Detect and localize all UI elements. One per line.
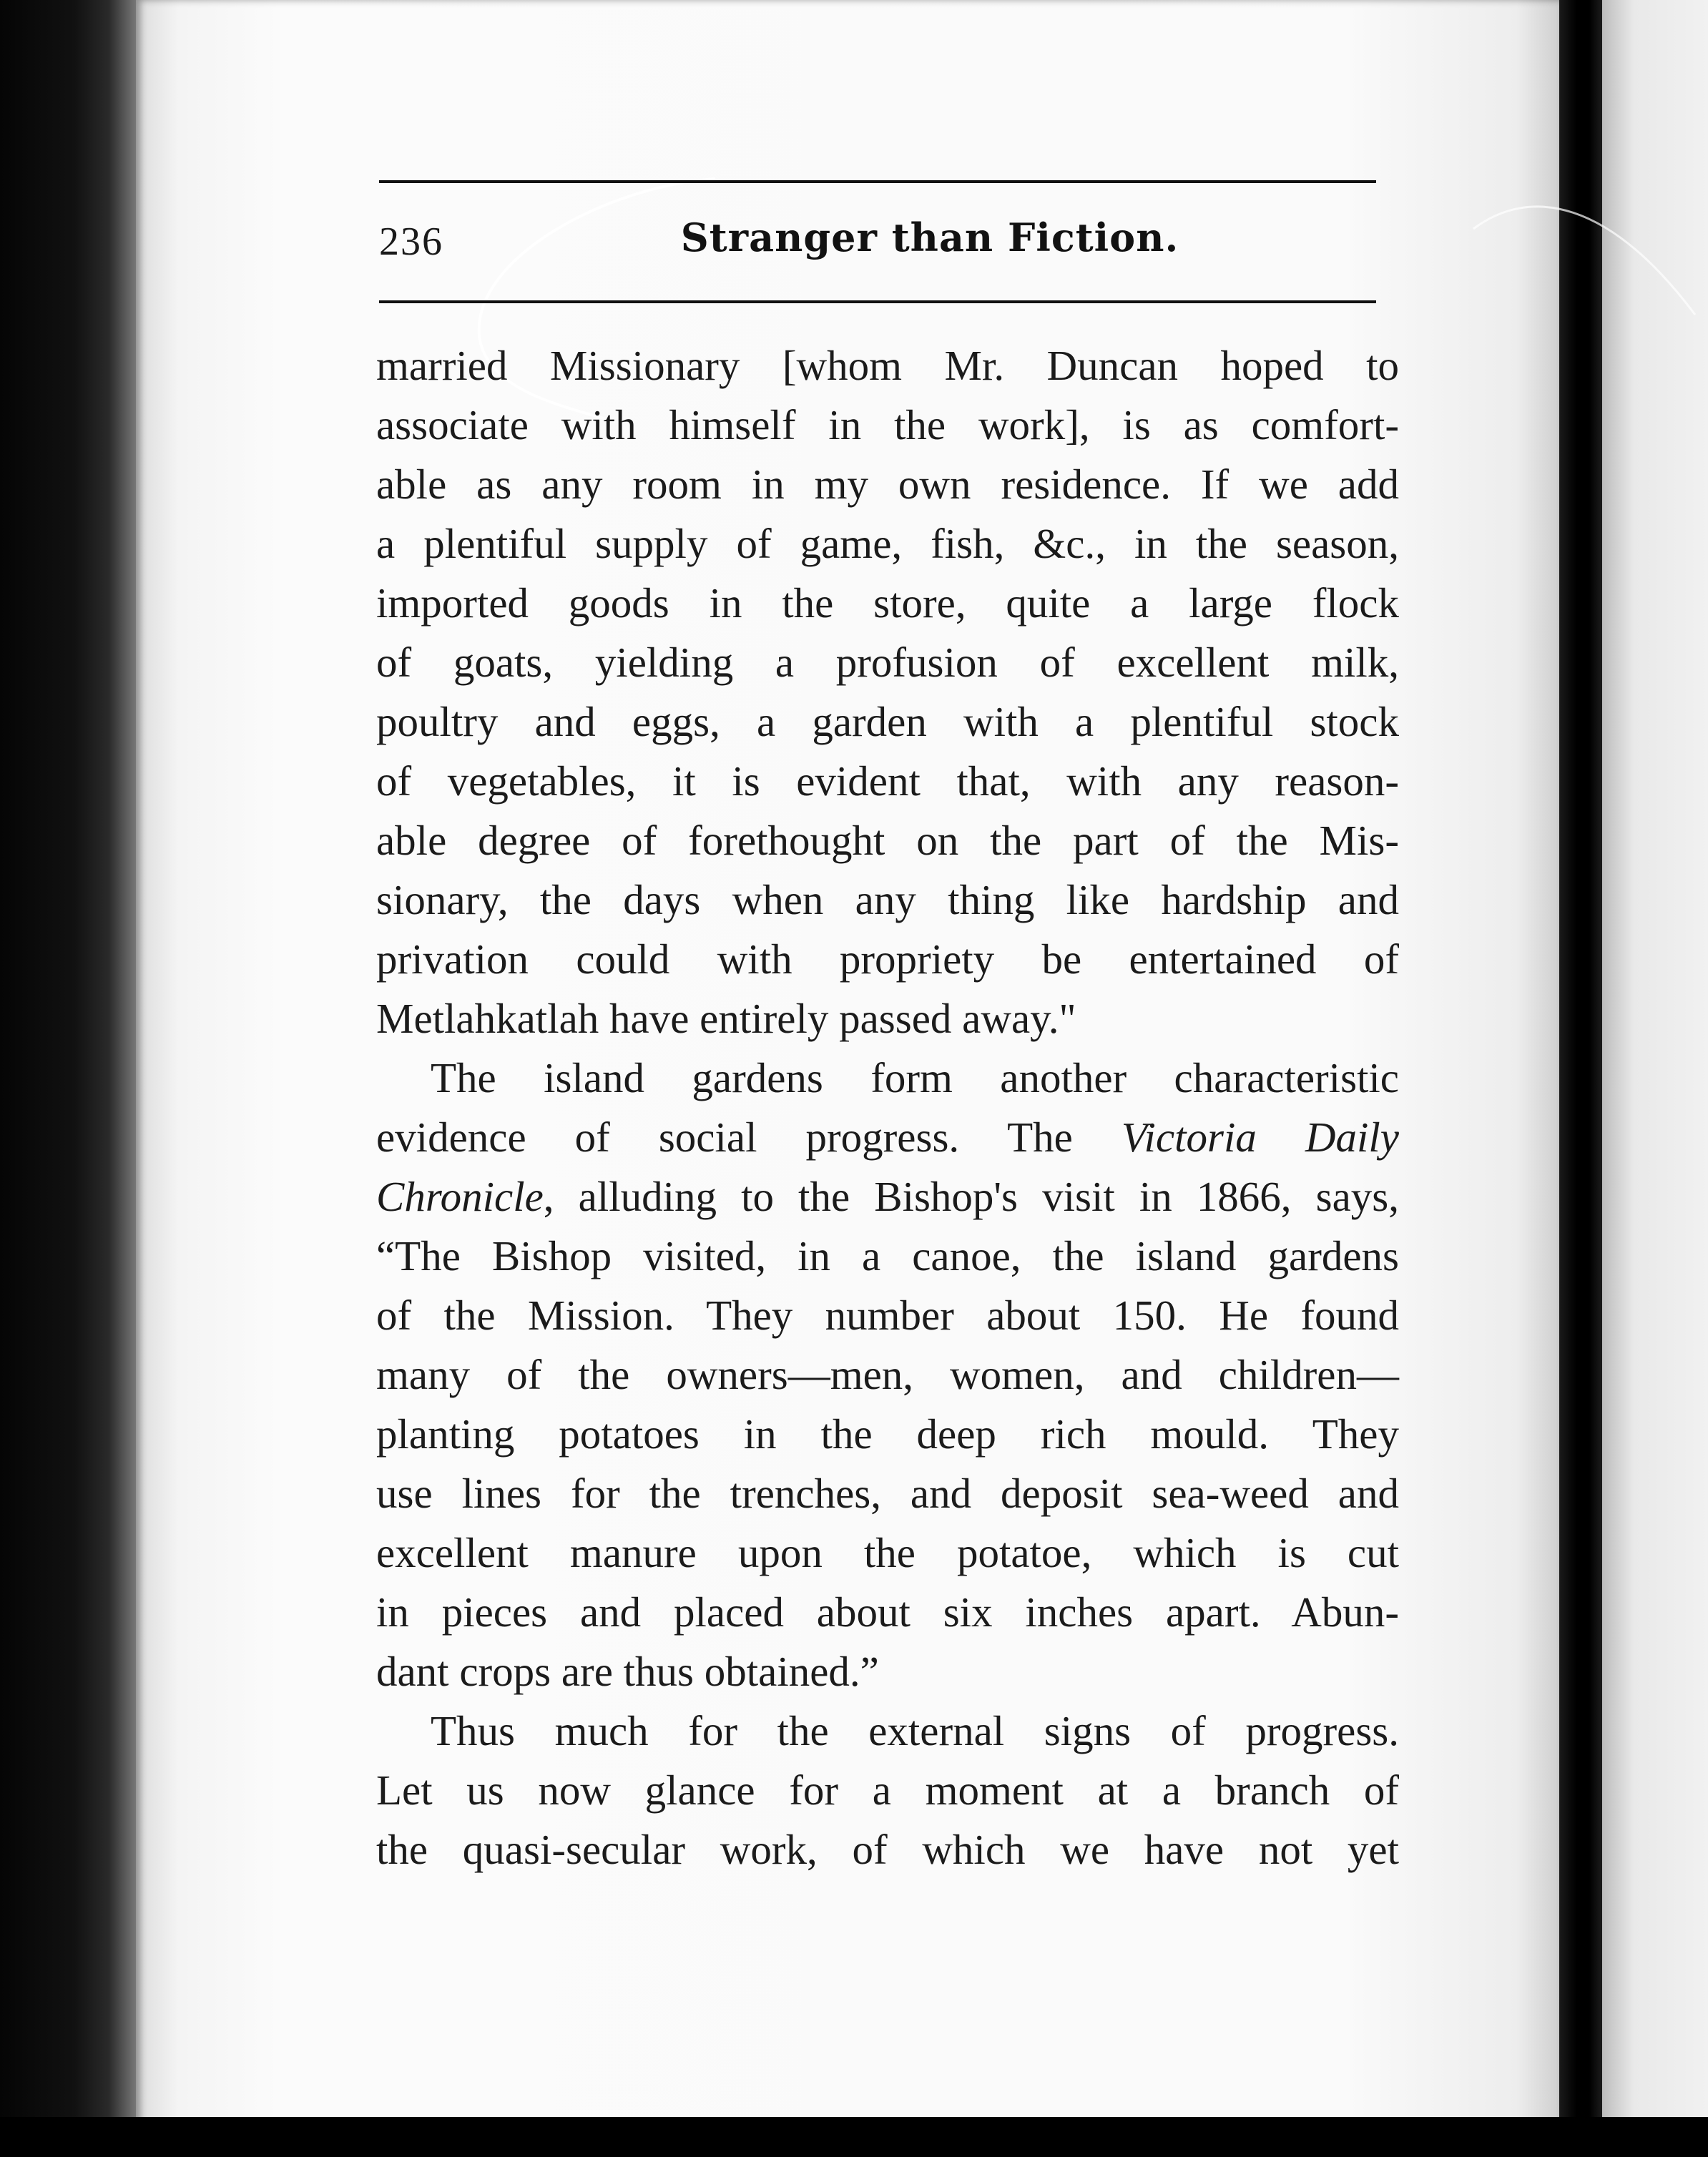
text-run: evidence of social progress. The <box>376 1114 1122 1161</box>
text-line: married Missionary [whom Mr. Duncan hoped to <box>376 342 1399 389</box>
newspaper-title: Chronicle <box>376 1173 544 1220</box>
text-line: dant crops are thus obtained.” <box>376 1648 879 1695</box>
text-line: many of the owners—men, women, and children— <box>376 1351 1399 1398</box>
text-line: able degree of forethought on the part of the Mis- <box>376 817 1399 864</box>
text-line: the quasi-secular work, of which we have not yet <box>376 1826 1399 1873</box>
running-title: Stranger than Fiction. <box>680 215 1179 260</box>
text-line: sionary, the days when any thing like hardship and <box>376 876 1399 923</box>
header-rule-bottom <box>379 300 1376 303</box>
left-binding-edge <box>0 0 136 2157</box>
text-line: of the Mission. They number about 150. He found <box>376 1292 1399 1339</box>
text-line: The island gardens form another characteristic <box>431 1054 1399 1101</box>
text-line: use lines for the trenches, and deposit sea-weed and <box>376 1470 1399 1517</box>
text-line: excellent manure upon the potatoe, which is cut <box>376 1529 1399 1576</box>
text-line <box>376 1167 1399 1227</box>
page-gutter <box>1559 0 1602 2157</box>
newspaper-title: Victoria Daily <box>1121 1114 1399 1161</box>
text-line: able as any room in my own residence. If we add <box>376 461 1399 508</box>
text-line: in pieces and placed about six inches apart. Abun- <box>376 1588 1399 1636</box>
text-line: Thus much for the external signs of progress. <box>431 1707 1399 1754</box>
text-line: planting potatoes in the deep rich mould. They <box>376 1410 1399 1458</box>
text-line: privation could with propriety be entertained of <box>376 935 1399 983</box>
text-line: imported goods in the store, quite a large flock <box>376 579 1399 627</box>
text-line: of goats, yielding a profusion of excellent milk, <box>376 639 1399 686</box>
text-line: associate with himself in the work], is as comfort- <box>376 401 1399 448</box>
body-text <box>376 336 1399 1880</box>
page-number: 236 <box>379 220 443 264</box>
bottom-scan-border <box>0 2117 1708 2157</box>
text-run: , alluding to the Bishop's visit in 1866, says, <box>543 1173 1399 1220</box>
header-rule-top <box>379 180 1376 183</box>
text-line: a plentiful supply of game, fish, &c., in the season, <box>376 520 1399 567</box>
running-head <box>379 215 1376 279</box>
text-line: of vegetables, it is evident that, with any reason- <box>376 757 1399 805</box>
text-line <box>376 1108 1399 1167</box>
adjacent-page-edge <box>1602 0 1708 2117</box>
text-line: Metlahkatlah have entirely passed away." <box>376 995 1076 1042</box>
text-line: Let us now glance for a moment at a branch of <box>376 1767 1399 1814</box>
text-line: poultry and eggs, a garden with a plentiful stock <box>376 698 1399 745</box>
text-line: “The Bishop visited, in a canoe, the island gardens <box>376 1232 1399 1279</box>
